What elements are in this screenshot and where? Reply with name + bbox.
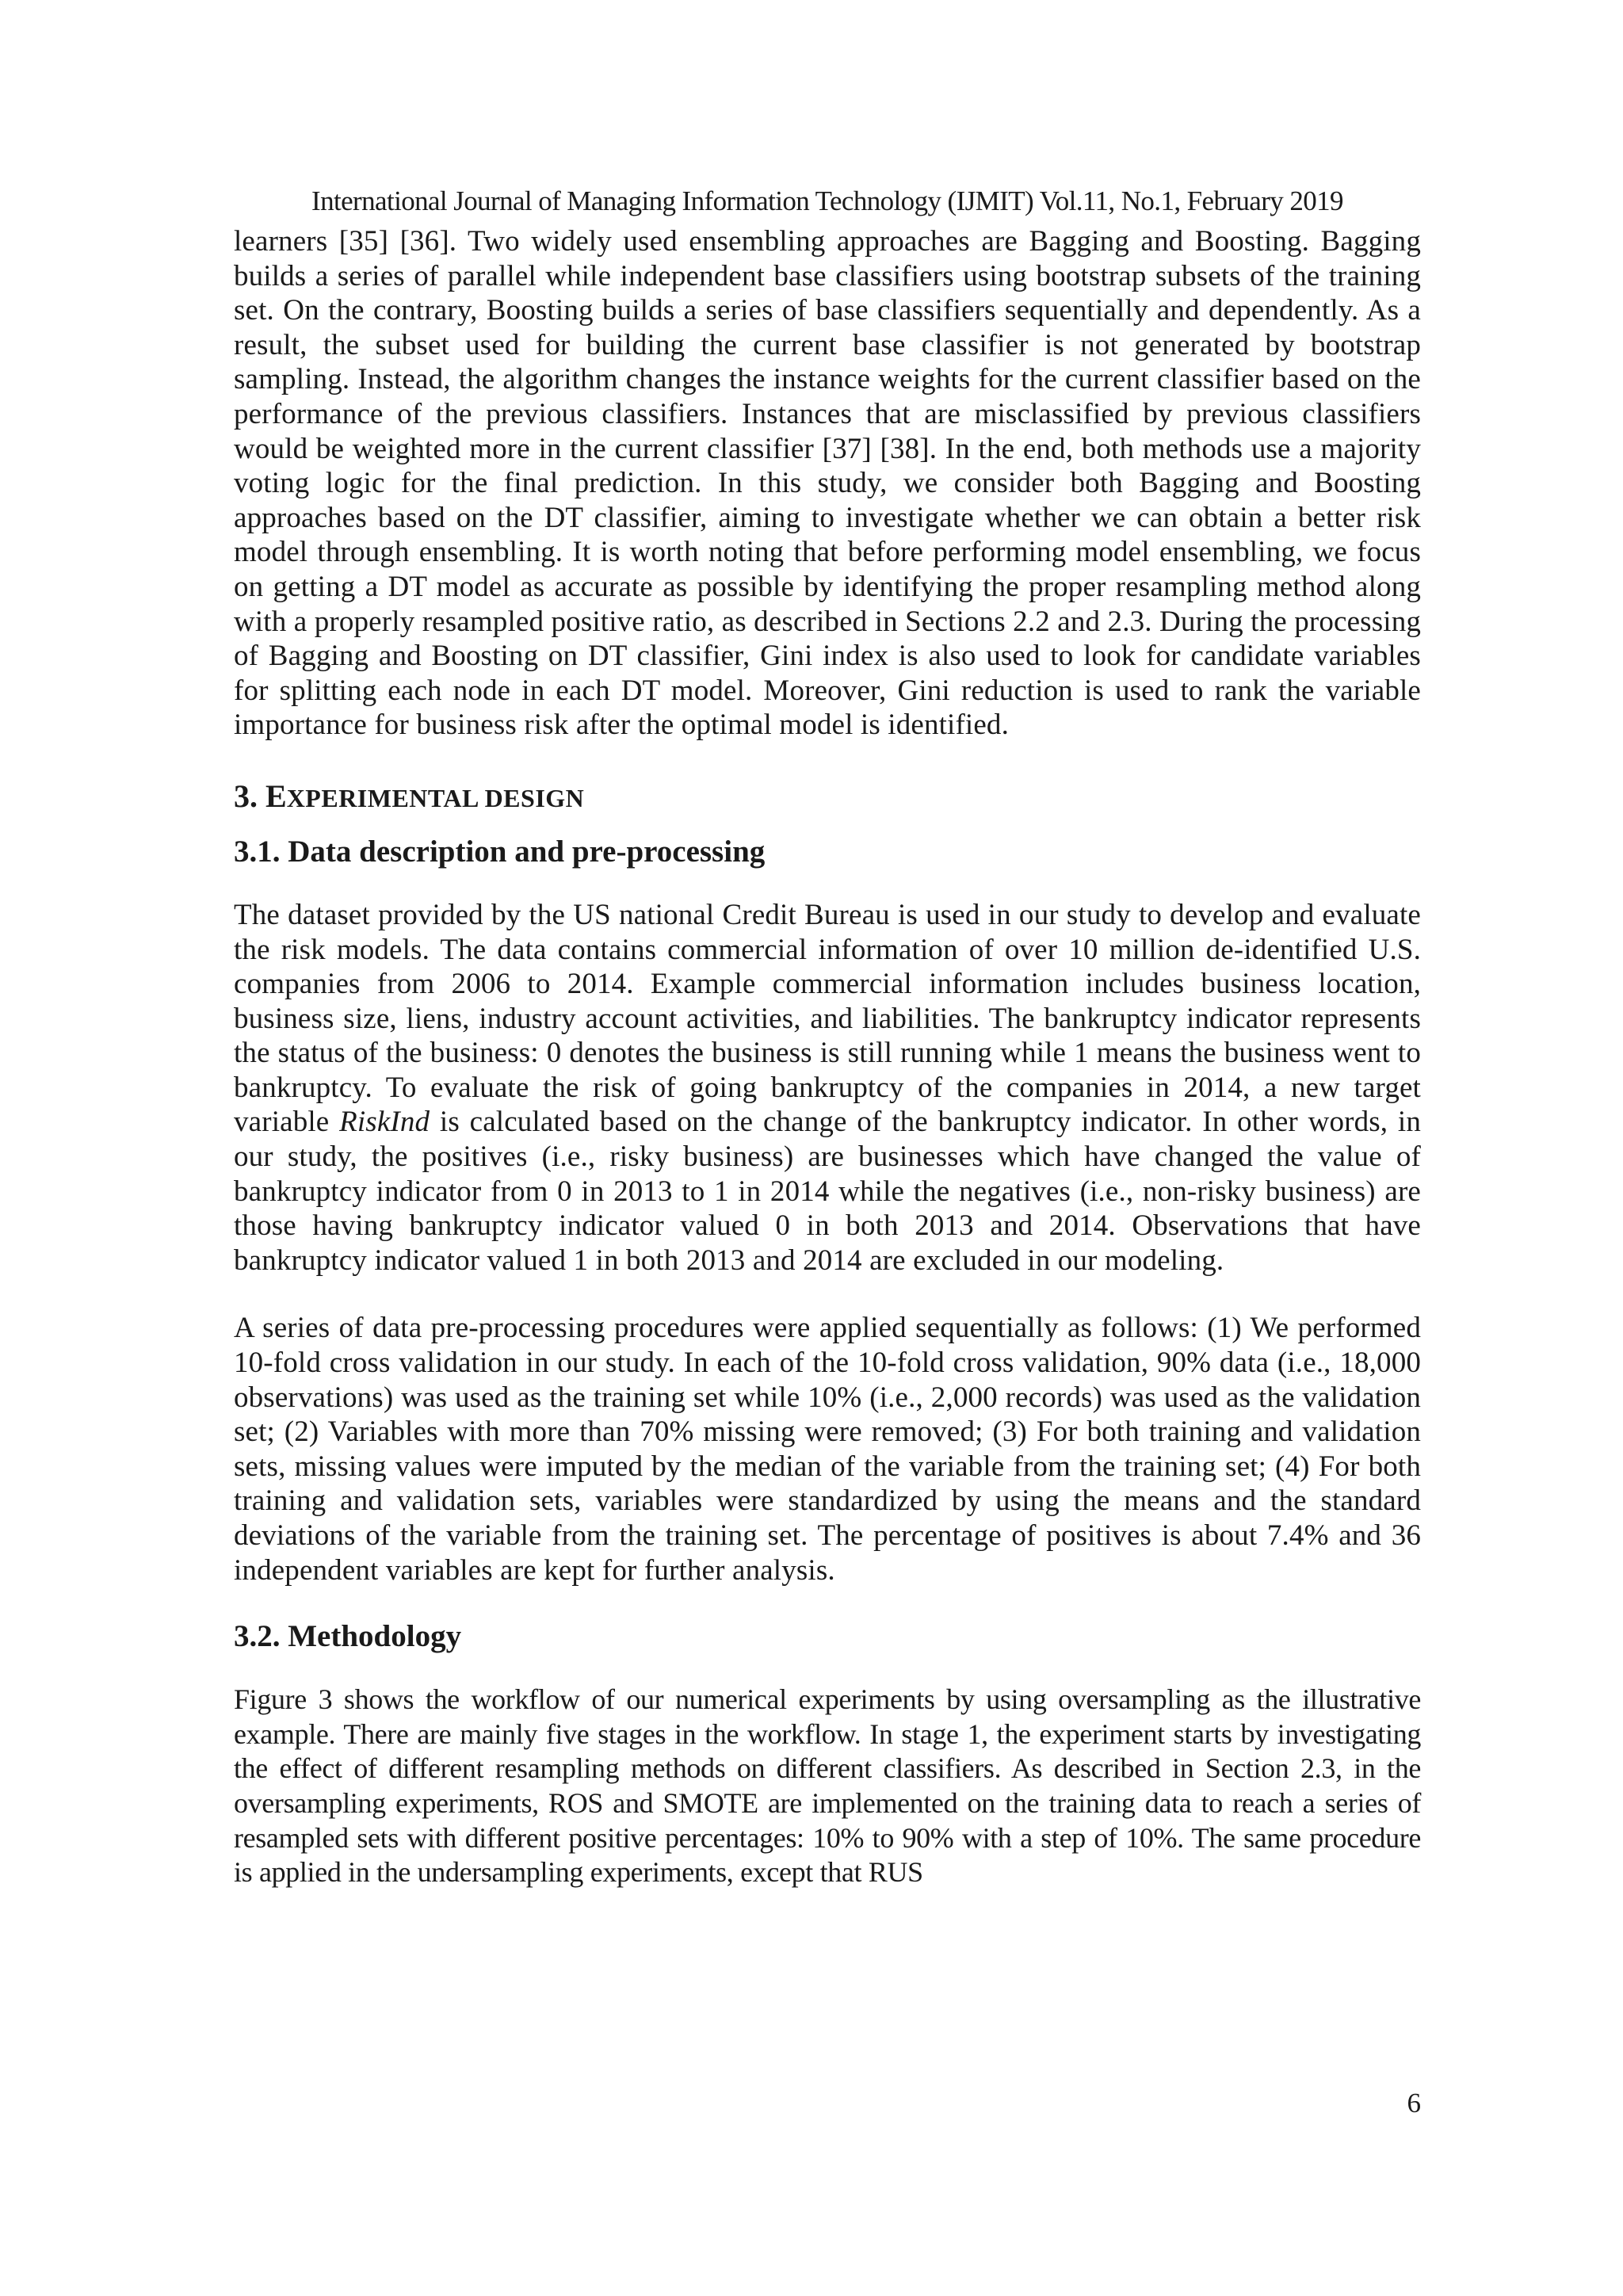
data-description-text-1: The dataset provided by the US national Credit Bureau is used in our study to develop and evaluate the risk models. The data contains commercial information of over 10 million de-identified U.S. companies from 2006 to 2014. Example commercial information includes business location, business size, liens, industry account activities, and liabilities. The bankruptcy indicator represents the status of the business: 0 denotes the business is still running while 1 means the business went to bankruptcy. To evaluate the risk of going bankruptcy of the companies in 2014, a new target variable	[234, 898, 1421, 1139]
section-heading-3	[234, 777, 1421, 817]
section-title-initial-1: E	[265, 777, 287, 814]
subsection-heading-3-2: 3.2. Methodology	[234, 1619, 462, 1654]
running-header: International Journal of Managing Information Technology (IJMIT) Vol.11, No.1, February 2019	[311, 185, 1343, 216]
risk-ind-variable: RiskInd	[339, 1106, 430, 1139]
preprocessing-paragraph: A series of data pre-processing procedures were applied sequentially as follows: (1) We performed 10-fold cross validation in our study. In each of the 10-fold cross validation, 90% data (i.e., 18,000 observations) was used as the training set while 10% (i.e., 2,000 records) was used as the validation set; (2) Variables with more than 70% missing were removed; (3) For both training and validation sets, missing values were imputed by the median of the variable from the training set; (4) For both training and validation sets, variables were standardized by using the means and the standard deviations of the variable from the training set. The percentage of positives is about 7.4% and 36 independent variables are kept for further analysis.	[234, 1312, 1421, 1587]
intro-paragraph: learners [35] [36]. Two widely used ensembling approaches are Bagging and Boosting. Bagging builds a series of parallel while independent base classifiers using bootstrap subsets of the training set. On the contrary, Boosting builds a series of base classifiers sequentially and dependently. As a result, the subset used for building the current base classifier is not generated by bootstrap sampling. Instead, the algorithm changes the instance weights for the current classifier based on the performance of the previous classifiers. Instances that are misclassified by previous classifiers would be weighted more in the current classifier [37] [38]. In the end, both methods use a majority voting logic for the final prediction. In this study, we consider both Bagging and Boosting approaches based on the DT classifier, aiming to investigate whether we can obtain a better risk model through ensembling. It is worth noting that before performing model ensembling, we focus on getting a DT model as accurate as possible by identifying the proper resampling method along with a properly resampled positive ratio, as described in Sections 2.2 and 2.3. During the processing of Bagging and Boosting on DT classifier, Gini index is also used to look for candidate variables for splitting each node in each DT model. Moreover, Gini reduction is used to rank the variable importance for business risk after the optimal model is identified.	[234, 225, 1421, 742]
subsection-heading-3-1: 3.1. Data description and pre-processing	[234, 834, 766, 869]
page-content	[234, 224, 1421, 1890]
methodology-paragraph: Figure 3 shows the workflow of our numerical experiments by using oversampling as the illustrative example. There are mainly five stages in the workflow. In stage 1, the experiment starts by investigating the effect of different resampling methods on different classifiers. As described in Section 2.3, in the oversampling experiments, ROS and SMOTE are implemented on the training data to reach a series of resampled sets with different positive percentages: 10% to 90% with a step of 10%. The same procedure is applied in the undersampling experiments, except that RUS	[234, 1683, 1421, 1889]
data-description-paragraph	[234, 898, 1421, 1278]
page-number: 6	[1407, 2088, 1421, 2118]
section-number: 3.	[234, 777, 258, 814]
data-description-text-2: is calculated based on the change of the bankruptcy indicator. In other words, in our study, the positives (i.e., risky business) are businesses which have changed the value of bankruptcy indicator from 0 in 2013 to 1 in 2014 while the negatives (i.e., non-risky business) are those having bankruptcy indicator valued 0 in both 2013 and 2014. Observations that have bankruptcy indicator valued 1 in both 2013 and 2014 are excluded in our modeling.	[234, 1106, 1422, 1277]
section-title-rest-1: XPERIMENTAL DESIGN	[286, 783, 585, 812]
